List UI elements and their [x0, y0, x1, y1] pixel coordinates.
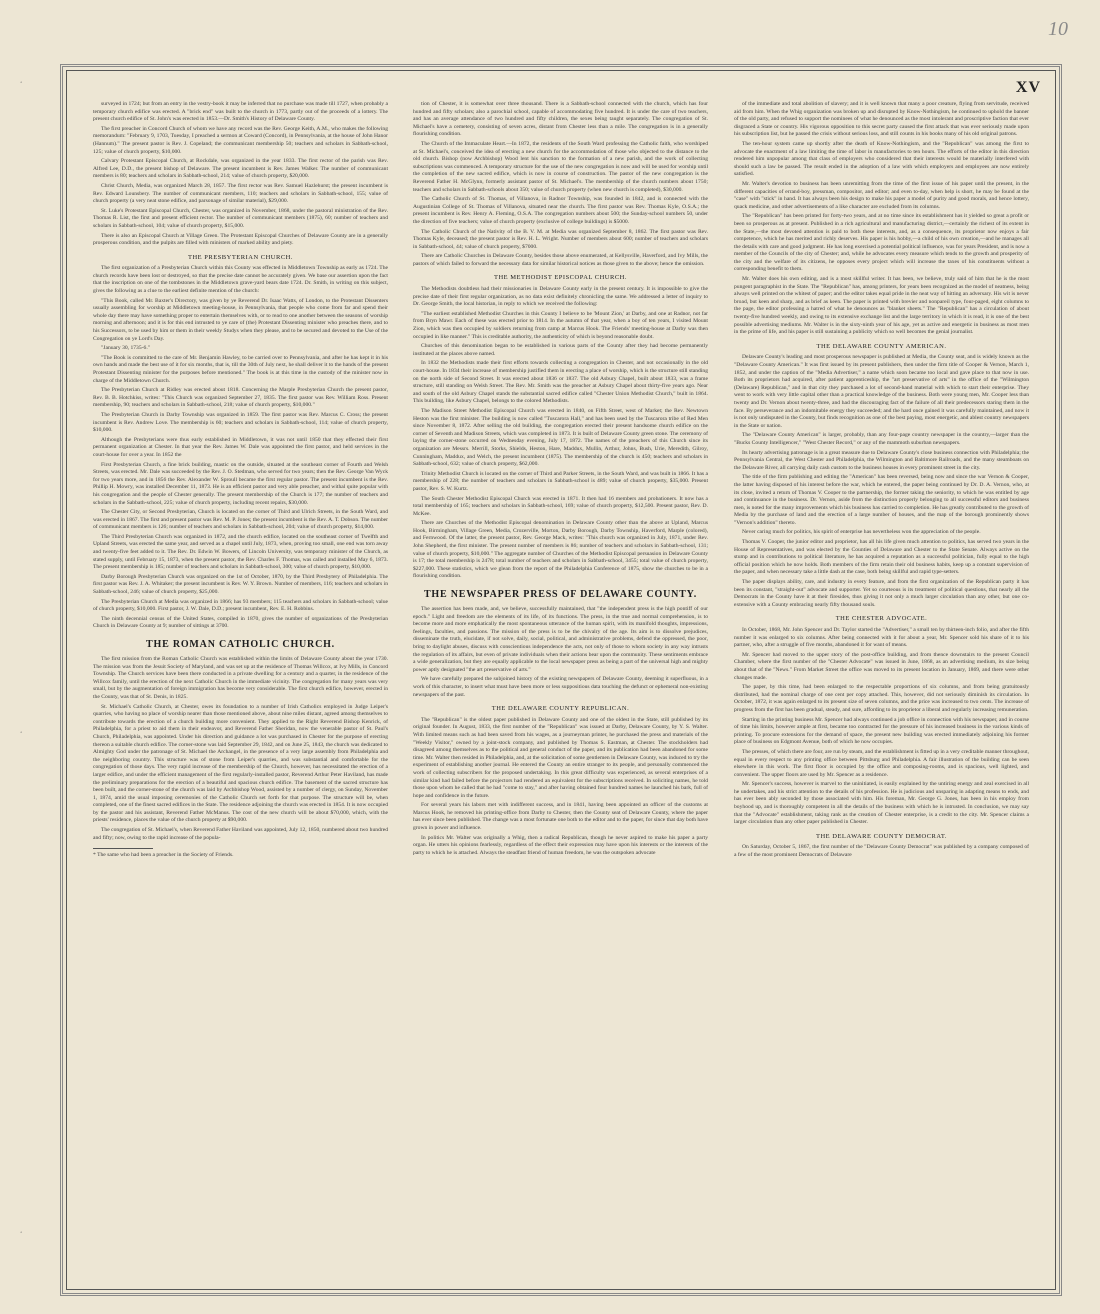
paragraph: Starting in the printing business Mr. Spencer had always continued a job office in connection with his newspaper, and in course of time his limits, however ample at first, became too contracted for the pressure of his increased business in the various kinds of printing. To procure extensions for the demand of space, the present new building was erected immediately adjoining his former place of business on Edgmont Avenue, both of which he now occupies.: [734, 716, 1029, 746]
paragraph: There are Catholic Churches in Delaware County, besides those above enumerated, at Kellysville, Haverford, and Ivy Mills, the pastors of which failed to forward the necessary data for similar historical notices as those given to the above; hence the omission.: [413, 253, 708, 267]
paragraph: The Church of the Immaculate Heart.—In 1872, the residents of the South Ward professing the Catholic faith, who worshiped at St. Michael's, conceived the idea of erecting a new church for the accommodation of those who objected to the distance to the old church. Bishop (now Archbishop) Wood lent his sanction to the formation of a new parish, and the work of collecting subscriptions was commenced. A temporary structure for the use of the new congregation is now and will be used for worship until the completion of the new sacred edifice, which is now in course of construction. The pastor of the new congregation is the Reverend Father H. McGlynn, formerly assistant pastor of St. Michael's. The membership of the church numbers about 1750; teachers and scholars in Sabbath-schools about 350; value of church property (when new church is completed), $30,000.: [413, 140, 708, 193]
section-heading: THE PRESBYTERIAN CHURCH.: [188, 253, 293, 261]
paragraph: The "Delaware County American" is larger, probably, than any four-page country newspaper in the country,—larger than the "Bucks County Intelligencer," "West Chester Record," or any of the mammoth suburban newspapers.: [734, 432, 1029, 446]
column-2: [413, 101, 708, 1275]
section-heading: THE NEWSPAPER PRESS OF DELAWARE COUNTY.: [423, 589, 698, 601]
paragraph: The "Republican" is the oldest paper published in Delaware County and one of the oldest in the State, still published by its original founder. In August, 1833, the first number of the "Republican" was issued at Darby, Delaware County, by Y. S. Walter. With limited means such as had been saved from his wages, as a journeyman printer, he purchased the press and materials of the "Weekly Visitor," owned by a joint-stock company, and published by Thomas S. Eastman, at Chester. The stockholders had disagreed among themselves as to the political and general conduct of the paper, and its publication had been abandoned for some time. Mr. Walter then resided in Philadelphia, and, at the solicitation of some gentlemen in Delaware County, was induced to try the experiment of establishing another journal. He entered the County an entire stranger to its people, and personally commenced the work of collecting subscribers for the proposed undertaking. In this great difficulty was experienced, as several enterprises of a similar kind had failed before the projectors had rendered an equivalent for the subscriptions received. In soliciting names, he told those upon whom he called that he had "come to stay," and after having obtained four hundred names he launched his bark, full of hope and confidence in the future.: [413, 716, 708, 799]
paragraph: Trinity Methodist Church is located on the corner of Third and Parker Streets, in the South Ward, and was built in 1866. It has a membership of 228; the number of teachers and scholars in Sabbath-school is 489; value of church property, $35,000. Present pastor, Rev. S. W. Kurtz.: [413, 470, 708, 492]
paragraph: In October, 1868, Mr. John Spencer and Dr. Taylor started the "Advertiser," a small ten by thirteen-inch folio, and after the fifth number it was enlarged to six columns. After being connected with it for about a year, Mr. Spencer sold his share of it to his partner, who, after a struggle of five months, abandoned it for want of means.: [734, 627, 1029, 649]
paragraph: The first preacher in Concord Church of whom we have any record was the Rev. George Keith, A.M., who makes the following memorandum: "February 9, 1703, Tuesday, I preached a sermon at Coward (Concord), in Pennsylvania, at the house of John Hanor (Hannum)." The present pastor is Rev. J. Copeland; the communicant membership 50; teachers and scholars in Sabbath-school, 125; value of church property, $10,000.: [93, 125, 388, 155]
paragraph: Darby Borough Presbyterian Church was organized on the 1st of October, 1870, by the Third Presbytery of Philadelphia. The first pastor was Rev. J. A. Whitaker; the present incumbent is Rev. W. Y. Brown. Number of members, 116; teachers and scholars in Sabbath-school, 246; value of church property, $25,000.: [93, 573, 388, 596]
paragraph: The Methodists doubtless had their missionaries in Delaware County early in the present century. It is impossible to give the precise date of their first regular organization, as no data exist definitely chronicling the same. We addressed a letter of inquiry to Dr. George Smith, the local historian, in reply to which we received the following:: [413, 286, 708, 308]
margin-mark: ‘: [20, 730, 23, 738]
paragraph: The Presbyterian Church in Darby Township was organized in 1859. The first pastor was Rev. Marcus C. Cross; the present incumbent is Rev. Andrew Love. The membership is 60; teachers and scholars in Sabbath-school, 114; value of church property, $10,000.: [93, 411, 388, 434]
paragraph: The ninth decennial census of the United States, compiled in 1870, gives the number of organizations of the Presbyterian Church in Delaware County at 9; number of sittings at 3700.: [93, 615, 388, 630]
margin-mark: ‘: [20, 80, 23, 88]
paragraph: First Presbyterian Church, a fine brick building, mastic on the outside, situated at the southeast corner of Fourth and Welsh Streets, was erected. Mr. Dale was succeeded by the Rev. J. O. Stedman, who served for two years; then the Rev. George Van Wyck for two years more, and in 1856 the Rev. Alexander W. Sproull became the first regular pastor. The present incumbent is the Rev. Phillip H. Mowry, was installed December 11, 1873. He is an efficient pastor and very able preacher, and withal quite popular with his congregation and the people of Chester generally. The present membership of the Church is 177; the number of teachers and scholars in the Sabbath-school, 225; value of church property, including recent repairs, $30,000.: [93, 461, 388, 506]
paragraph: There is also an Episcopal Church at Village Green. The Protestant Episcopal Churches of Delaware County are in a generally prosperous condition, and the pulpits are filled with ministers of marked ability and piety.: [93, 232, 388, 247]
paragraph: The congregation of St. Michael's, when Reverend Father Haviland was appointed, July 12, 1850, numbered about two hundred and fifty; now, owing to the rapid increase of the popula-: [93, 827, 388, 841]
paragraph: Although the Presbyterians were thus early established in Middletown, it was not until 1850 that they effected their first permanent organization at Chester. In that year the Rev. James W. Dale was appointed the first pastor, and held services in the court-house for over a year. In 1852 the: [93, 436, 388, 458]
paragraph: The Third Presbyterian Church was organized in 1872, and the church edifice, located on the southeast corner of Twelfth and Upland Streets, was erected the same year, and served as a chapel until July, 1873, when, proving too small, one end was torn away and twenty-five feet added to it. The Rev. Dr. Edwin W. Bowers, of Lincoln University, was temporary minister of the Church, as stated supply, until February 15, 1873, when the present pastor, the Rev. Charles F. Thomas, was called and installed May 6, 1873. The present membership is 185; number of teachers and scholars in Sabbath-school, 300; value of church property, $10,000.: [93, 533, 388, 571]
paragraph: The Presbyterian Church at Ridley was erected about 1818. Concerning the Marple Presbyterian Church the present pastor, Rev. B. B. Hotchkiss, writes: "This Church was organized September 27, 1835. The first pastor was Rev. William Ross. Present membership, 90; teachers and scholars in Sabbath-school, 218; value of church property, $10,000.": [93, 387, 388, 409]
paragraph: Never caring much for politics, his spirit of enterprise has nevertheless won the appreciation of the people.: [742, 529, 981, 536]
paragraph: The South Chester Methodist Episcopal Church was erected in 1871. It then had 16 members and probationers. It now has a total membership of 165; teachers and scholars in Sabbath-school, 169; value of church property, $12,500. Present pastor, Rev. D. McKee.: [413, 495, 708, 517]
paragraph: The Chester City, or Second Presbyterian, Church is located on the corner of Third and Ulrich Streets, in the South Ward, and was erected in 1867. The first and present pastor was Rev. M. P. Jones; the present incumbent is the Rev. A. T. Dobson. The number of communicant members is 126; number of teachers and scholars in Sabbath-school, 204; value of church property, $14,000.: [93, 509, 388, 531]
paragraph: The Madison Street Methodist Episcopal Church was erected in 1840, on Fifth Street, west of Market; the Rev. Newtown Heston was the first minister. The building is now called "Tuscarora Hall," and has been used by the Tuscarora tribe of Red Men since November 8, 1872. After selling the old building, the congregation erected their present handsome church edifice on the corner of Seventh and Madison Streets, which was completed in 1873. It is built of Delaware County green stone. The ceremony of laying the corner-stone occurred on Wednesday evening, July 17, 1872. The names of the preachers of this Church since its organization are Messrs. Merrill, Storks, Shields, Heston, Hare, Maddux, Mullin, Arthur, Johns, Bush, Urie, Meredith, Gilroy, Cunningham, Maddux, and Welch, the present incumbent (1875). The membership of the church is 450; teachers and scholars in Sabbath-school, 632; value of church property, $62,000.: [413, 407, 708, 468]
paragraph: For several years his labors met with indifferent success, and in 1841, having been appointed an officer of the customs at Marcus Hook, he removed his printing-office from Darby to Chester, then the County seat of Delaware County, where the paper has ever since been published. The change was a most fortunate one both to the editor and to the paper, for since that day both have grown in power and influence.: [413, 802, 708, 832]
paragraph: The Catholic Church of St. Thomas, of Villanova, in Radnor Township, was founded in 1842, and is connected with the Augustinian College of St. Thomas of Villanova, situated near the church. The first pastor was Rev. Thomas Kyle, O.S.A.; the present incumbent is Rev. Henry A. Fleming, O.S.A. The congregation numbers about 500; the Sunday-school numbers 50, under the direction of five teachers; value of church property (exclusive of college buildings) is $5000.: [413, 196, 708, 225]
page-header-roman: XV: [1015, 79, 1041, 96]
paragraph: We have carefully prepared the subjoined history of the existing newspapers of Delaware County, deeming it superfluous, in a work of this character, to insert what must have been more or less suppositious data touching the defunct or ephemeral non-existing newspapers of the past.: [413, 676, 708, 698]
section-heading: THE ROMAN CATHOLIC CHURCH.: [146, 639, 335, 650]
paragraph: The assertion has been made, and, we believe, successfully maintained, that "the independent press is the high pontiff of our epoch." Light and freedom are the elements of its life, of its functions. The press, in the true and normal comprehension, is to become more and more emphatically the most spontaneous utterance of the human spirit, with its manifold thoughts, impressions, feelings, faculties, and passions. The mission of the press is to be the chivalry of the age. Its aim is to dissolve prejudices, disseminate the truth, elucidate, if not solve, daily, social, political, and administrative problems, defend the oppressed, the poor, bring to daylight abuses, discuss with conscientious independence the acts, not only of those to whom society in any way intrusts the regulation of its affairs, but even of private individuals when their actions bear upon the community. These sentiments embrace a wide generalization, but they are equally applicable to the local newspaper press as being a part of the universal high and mighty power aptly designated "the art preservative of arts.": [413, 606, 708, 673]
paragraph: Mr. Spencer had moved to the upper story of the post-office building, and from thence downstairs to the present Council Chamber, where the first number of the "Chester Advocate" was issued in June, 1868, as an advertising medium, its size being about that of the "News." From Market Street the office was moved to its present location in January, 1869, and there were other changes made.: [734, 651, 1029, 681]
paragraph: "The earliest established Methodist Churches in this County I believe to be 'Mount Zion,' at Darby, and one at Radnor, not far from Bryn Mawr. Each of these was erected prior to 1814. In the autumn of that year, when a boy of ten years, I visited Mount Zion, which was then occupied by soldiers returning from camp at Marcus Hook. The Friends' meeting-house at Darby was then occupied in like manner." This is creditable authority, the authenticity of which is beyond reasonable doubt.: [413, 310, 708, 340]
paragraph: The Presbyterian Church at Media was organized in 1866; has 93 members; 115 teachers and scholars in Sabbath-school; value of church property, $10,000. First pastor, J. W. Dale, D.D.; present incumbent, Rev. E. H. Robbins.: [93, 598, 388, 613]
paragraph: St. Luke's Protestant Episcopal Church, Chester, was organized in November, 1868, under the pastoral ministration of the Rev. Thomas R. List, the first and present efficient rector. The number of communicant members (1875), 60; number of teachers and scholars in Sabbath-school, 104; value of church property, $15,000.: [93, 207, 388, 229]
paragraph: "This Book, called Mr. Baxter's Directory, was given by ye Reverend Dr. Isaac Watts, of London, to the Protestant Dissenters usually assembling for worship at Middletown meeting-house, in Pennsylvania, that people who come from far and spend their whole day there may have something proper to entertain themselves with, or to read to one another between the seasons of worship morning and afternoon; and it is for this end intrusted to ye care of (the) Protestant Dissenting minister who preaches there, and to his Successors, to be used by him or them in their weekly Studys when they please, and to be secured and devoted to the Use of the Congregation on ye Lord's Day.: [93, 297, 388, 342]
section-heading: THE DELAWARE COUNTY REPUBLICAN.: [491, 705, 630, 713]
paragraph: Delaware County's leading and most prosperous newspaper is published at Media, the County seat, and is widely known as the "Delaware County American." It was first issued by its present publishers, then under the firm title of Cooper & Vernon, March 1, 1852, and under the caption of the "Media Advertiser," a name which soon became too local and gave place to that now in use. Both its proprietors had acquired, after patient apprenticeship, the "art preservative of arts" in the office of the "Wilmington (Delaware) Republican," and in that city they purchased a lot of second-hand material with which to start their enterprise. They went to work with very little capital other than a practical knowledge of the business. Both were young men, Mr. Cooper less than twenty and Dr. Vernon about twenty-three, and had the discouraging fact of the failure of all their predecessors staring them in the face. By perseverance and an indomitable energy they succeeded; and the hard once gained it was carefully maintained, and now it is not only undisputed in the County, but finds recognition as one of the best paying, most energetic, and ablest country newspapers in the State or nation.: [734, 354, 1029, 429]
paragraph: of the immediate and total abolition of slavery; and it is well known that many a poor creature, flying from servitude, received aid from him. When the Whig organization was broken up and disrupted by Know-Nothingism, he continued to uphold the banner of the old party, and refused to support the nominees of what he denounced as the most intolerant and proscriptive faction that ever disgraced a State or country. His vigorous opposition to this secret party caused the first attack that was ever seriously made upon his subscription list, but he passed the crisis without serious loss, and still counts in his books many of his old original patrons.: [734, 101, 1029, 138]
column-3: [734, 101, 1029, 1275]
paragraph: Mr. Spencer's success, however is marvel to the uninitiated, is easily explained by the untiring energy and zeal exercised in all he undertakes, and his strict attention to the details of his profession. He is judicious and unsparing in adapting means to ends, and has ever been ably seconded by those associated with him. His foreman, Mr. George G. Jones, has been in his employ from boyhood up, and is thoroughly competent in all the details of the business with which he is intrusted. In conclusion, we may say that the "Advocate" establishment, taking rank as the creation of Chester enterprise, is a credit to the city. Mr. Spencer claims a larger circulation than any other paper published in Chester.: [734, 781, 1029, 826]
margin-mark: ‘: [20, 1230, 23, 1238]
paragraph: Its hearty advertising patronage is in a great measure due to Delaware County's close business connection with Philadelphia; the Pennsylvania Central, the West Chester and Philadelphia, the Wilmington and Baltimore Railroads, and the many steamboats on the Delaware River, all carrying daily cash custom to the business houses in every prominent street in the city.: [734, 449, 1029, 471]
paragraph: Churches of this denomination began to be established in various parts of the County after they had become permanently instituted at the places above named.: [413, 343, 708, 357]
paragraph: The paper, by this time, had been enlarged to the respectable proportions of six columns, and from being gratuitously distributed, had the nominal charge of one cent per copy attached. This, however, did not seriously diminish its circulation. In October, 1872, it was again enlarged to its present size of seven columns, and the price was increased to two cents. The increase of progress from the first has been gradual, steady, and sure, affording to its proprietor a liberal and regularly increasing remuneration.: [734, 684, 1029, 713]
page-frame: [66, 70, 1056, 1290]
paragraph: Calvary Protestant Episcopal Church, at Rockdale, was organized in the year 1833. The first rector of the parish was Rev. Alfred Lee, D.D., the present bishop of Delaware. The present incumbent is Rev. James Walker. The number of communicant members is 80; teachers and scholars in Sabbath-school, 214; value of church property, $20,000.: [93, 158, 388, 180]
paragraph: "January 30, 1735-6.": [101, 345, 150, 352]
section-heading: THE DELAWARE COUNTY DEMOCRAT.: [816, 832, 947, 840]
paragraph: The presses, of which there are four, are run by steam, and the establishment is fitted up in a very creditable manner throughout, equal in every respect to any printing office between Pittsburg and Philadelphia. A fair illustration of the building can be seen elsewhere in this work. The first floor is occupied by the office and composing-rooms, and is spacious, well lighted, and convenient. The upper floors are used by Mr. Spencer as a residence.: [734, 748, 1029, 778]
section-heading: THE DELAWARE COUNTY AMERICAN.: [816, 342, 947, 350]
paragraph: The Catholic Church of the Nativity of the B. V. M. at Media was organized September 8, 1862. The first pastor was Rev. Thomas Kyle, deceased; the present pastor is Rev. H. L. Wright. Number of members about 600; number of teachers and scholars in Sabbath-school, 44; value of church property, $7000.: [413, 228, 708, 250]
paragraph: St. Michael's Catholic Church, at Chester, owes its foundation to a number of Irish Catholics employed in Judge Leiper's quarries, who having no place of worship nearer than those mentioned above, about nine miles distant, agreed among themselves to contribute towards the erection of a church building more convenient. They applied to the Right Reverend Bishop Kenrick, of Philadelphia, for a priest to aid them in their endeavor, and Reverend Father Sheridan, now the venerable pastor of St. Paul's Church, Philadelphia, was appointed. Under his direction and guidance a lot was purchased in Chester for the purpose of erecting thereon a suitable church edifice. The corner-stone was laid September 29, 1842, and on June 25, 1843, the church was dedicated to Almighty God under the patronage of St. Michael the Archangel, in the presence of a very large assembly from Philadelphia and the neighboring country. This structure was of stone from Leiper's quarries, and was substantial and comfortable for the congregation of those days. The very rapid increase of the membership of the Church, however, has necessitated the erection of a larger edifice, and under the efficient management of the first regularly-installed pastor, Reverend Arthur Peter Haviland, has made the preliminary preparations for the erection of a beautiful and spacious church edifice. The basement of the sacred structure has been built, and the corner-stone of the church was laid by Archbishop Wood, assisted by a number of clergy, on Sunday, November 1, 1874, amid the usual imposing ceremonies of the Catholic Church set forth for that purpose. The structure will be, when completed, one of the finest sacred edifices in the State. The residence adjoining the church was erected in 1854. It is now occupied by the pastor and his assistant, Reverend Father McManus. The cost of the new church will be about $70,000, which, with the priests' residence, places the value of the church property at $90,000.: [93, 703, 388, 824]
paragraph: The first mission from the Roman Catholic Church was established within the limits of Delaware County about the year 1730. The mission was from the Jesuit Society of Maryland, and was set up at the residence of Thomas Willcox, at Ivy Mills, in Concord Township. The Church services have been there conducted in a private dwelling for a century and a quarter, in the residence of the Willcox family, until the erection of the next Catholic Church in the immediate vicinity. The congregation for many years was very small, but by the augmentation of foreign immigration has become very considerable. The first church edifice, however, erected in the County, was that of St. Denis, in 1825.: [93, 656, 388, 700]
paragraph: The title of the firm publishing and editing the "American" has been reversed, being now and since the war Vernon & Cooper, the latter having disposed of his interest before the war, which he entered, the paper being continued by Dr. D. A. Vernon, who, at its close, invited a return of Thomas V. Cooper to the partnership, the former taking the seniority, to which he was entitled by age and continuance in the business. Dr. Vernon, aside from the distinction properly belonging to all successful editors and business men, is noted for the many improvements which his business has carried to completion. He has greatly contributed to the growth of Media by the purchase of land and the erection of a large number of houses, and the map of the borough prominently shows "Vernon's addition" thereto.: [734, 474, 1029, 526]
page-number: 10: [1048, 18, 1068, 40]
section-heading: THE CHESTER ADVOCATE.: [835, 615, 928, 623]
paragraph: Mr. Walter does his own editing, and is a most skillful writer. It has been, we believe, truly said of him that he is the most pungent paragraphist in the State. The "Republican" has, among printers, for years been recognized as the model of neatness, being always well printed on the whitest of paper; and the editor takes equal pride in the neat way of hitting an adversary. His wit is never broad, but keen and sharp, and as brief as keen. The paper is printed with brevier and nonpareil type, four-paged, eight columns to the page, the editor professing a hatred of what he denounces as "blanket sheets." The "Republican" has a circulation of about twenty-five hundred weekly, and owing to its extensive exchange list and the large territory in which it is read, it is one of the best possible advertising mediums. Mr. Walter is in the sixty-ninth year of his age, yet as active and energetic in business as most men in the prime of life, and his paper is still sustaining a publicity which so well becomes the genial journalist.: [734, 276, 1029, 336]
paragraph: Christ Church, Media, was organized March 28, 1857. The first rector was Rev. Samuel Hazlehurst; the present incumbent is Rev. Edward Lounsbery. The number of communicant members, 110; teachers and scholars in Sabbath-school, 155; value of church property (a very neat stone edifice, and parsonage of similar material), $29,000.: [93, 182, 388, 205]
paragraph: Thomas V. Cooper, the junior editor and proprietor, has all his life given much attention to politics, has served two years in the House of Representatives, and was elected by the Counties of Delaware and Chester to the State Senate. Always active on the stump and in contributions to political literature, he has acquired a reputation as a successful politician, fully equal to the high official position which he now holds. Both members of the firm retain their old business habits, keep up a constant supervision of the paper, and when necessary take a little dash at the case, both being skillful and rapid type-setters.: [734, 539, 1029, 576]
footnote: * The same who had been a preacher in the Society of Friends.: [93, 852, 234, 859]
section-heading: THE METHODIST EPISCOPAL CHURCH.: [494, 274, 627, 282]
column-1: [93, 101, 388, 1275]
paragraph: In politics Mr. Walter was originally a Whig, then a radical Republican, though he never aspired to make his paper a party organ. He utters his opinions fearlessly, regardless of the effect their expression may have upon his interests or the interests of the party to which he is attached. Always the steadfast friend of human freedom, he was the outspoken advocate: [413, 834, 708, 856]
paragraph: surveyed in 1724; but from an entry in the vestry-book it may be inferred that no purchase was made till 1727, when probably a temporary church edifice was erected. A "brick end" was built to the church in 1773, partly out of the proceeds of a lottery. The present church edifice of St. John's was erected in 1853.—Dr. Smith's History of Delaware County.: [93, 101, 388, 123]
paragraph: "The Book is committed to the care of Mr. Benjamin Hawley, to be carried over to Pennsylvania, and after he has kept it in his own hands and made the best use of it for six months, that is, till the 30th of July next, he shall deliver it to the hands of the present Protestant Dissenting minister for the purposes before mentioned." The book is at this time in the custody of the minister now in charge of the Middletown Church.: [93, 354, 388, 384]
paragraph: On Saturday, October 5, 1867, the first number of the "Delaware County Democrat" was published by a company composed of a few of the most prominent Democrats of Delaware: [734, 844, 1029, 859]
paragraph: The ten-hour system came up shortly after the death of Know-Nothingism, and the "Republican" was among the first to advocate the enactment of a law limiting the time of labor in manufactories to ten hours. The efforts of the editor in this direction rendered him unpopular among that class of employers who considered that their interests would be materially interfered with should such a law be passed. The result ended in the adoption of a law with which employers and employees are now entirely satisfied.: [734, 140, 1029, 178]
paragraph: In 1832 the Methodists made their first efforts towards collecting a congregation in Chester, and not occasionally in the old court-house. In 1834 their increase of membership justified them in erecting a place of worship, which is the structure still standing on the north side of Second Street. It was erected about 1836 or 1837. The old Asbury Chapel, built about 1833, was a frame structure, still standing on Welsh Street. The Rev. Mr. Smith was the preacher at Asbury Chapel about thirty-five years ago. Near and south of the old Asbury Chapel stands the substantial sacred edifice called "Chester Union Methodist Church," built in 1864. This building, like Asbury Chapel, belongs to the colored Methodists.: [413, 360, 708, 405]
paragraph: The paper displays ability, care, and industry in every feature, and from the first organization of the Republican party it has been its constant, "straight-out" advocate and supporter. Yet so courteous is its treatment of political questions, that nearly all the Democrats in the County have it at their firesides, thus giving it not only a much larger circulation than any other, but one co-extensive with a County embracing nearly fifty thousand souls.: [734, 579, 1029, 608]
paragraph: The first organization of a Presbyterian Church within this County was effected in Middletown Township as early as 1724. The church records have been lost or destroyed, so that the precise date cannot be accurately given. We base our assertion upon the fact that the inscription on one of the tombstones in the Middletown grave-yard bears date 1724. Dr. Smith, in writing on this subject, gives the following as a clue to the earliest definite mention of the church:: [93, 265, 388, 295]
paragraph: The "Republican" has been printed for forty-two years, and at no time since its establishment has it yielded so great a profit or been so prosperous as at present. Published in a rich agricultural and manufacturing district,—certainly the richest of its extent in the State,—the most devoted attention is paid to both these interests, and, as a consequence, its proprietor now enjoys a fair competence, which he has merited and richly deserves. His paper is his hobby,—a child of his own creation,—and he manages all the details with care and good judgment. He has long exercised a potential political influence, was for years President, and is now a member of the Councils of the city of Chester; and, while he advocates every measure which tends to the growth and prosperity of the city and the welfare of its citizens, he opposes every project which will increase the taxes of his constituents without a corresponding benefit to them.: [734, 213, 1029, 273]
footnote-rule: [93, 848, 153, 849]
paragraph: Mr. Walter's devotion to business has been unremitting from the time of the first issue of his paper until the present, in the different capacities of errand-boy, pressman, compositor, and editor; and even to-day, when help is short, he may be found at the "case" with "stick" in hand. It has always been his design to make his paper a model of purity and good morals, and hence lottery, quack medicine, and other advertisements of a like character are excluded from its columns.: [734, 180, 1029, 210]
paragraph: There are Churches of the Methodist Episcopal denomination in Delaware County other than the above at Upland, Marcus Hook, Birmingham, Village Green, Media, Crozerville, Morton, Darby Borough, Darby Township, Haverford, Marple (colored), and Fernwood. Of the latter, the present pastor, Rev. George Mack, writes: "This church was organized in July, 1871, under Rev. John Shepherd, the first minister. The present number of members is 86; number of teachers and scholars in Sabbath-school, 131; value of church property, $10,000." The aggregate number of Churches of the Methodist Episcopal persuasion in Delaware County is 17; the total membership is 2478; total number of teachers and scholars in Sabbath-school, 3455; total value of church property, $227,000. These statistics, which we glean from the report of the Philadelphia Conference of 1875, show the churches to be in a flourishing condition.: [413, 520, 708, 580]
paragraph: tion of Chester, it is somewhat over three thousand. There is a Sabbath-school connected with the church, which has four hundred and fifty scholars; also a parochial school, capable of accommodating five hundred. It is under the care of two teachers, and has an average attendance of two hundred and fifty children, the sexes being taught separately. The congregation of St. Michael's have a cemetery, consisting of seven acres, distant from Chester less than a mile. The congregation is in a generally flourishing condition.: [413, 101, 708, 138]
